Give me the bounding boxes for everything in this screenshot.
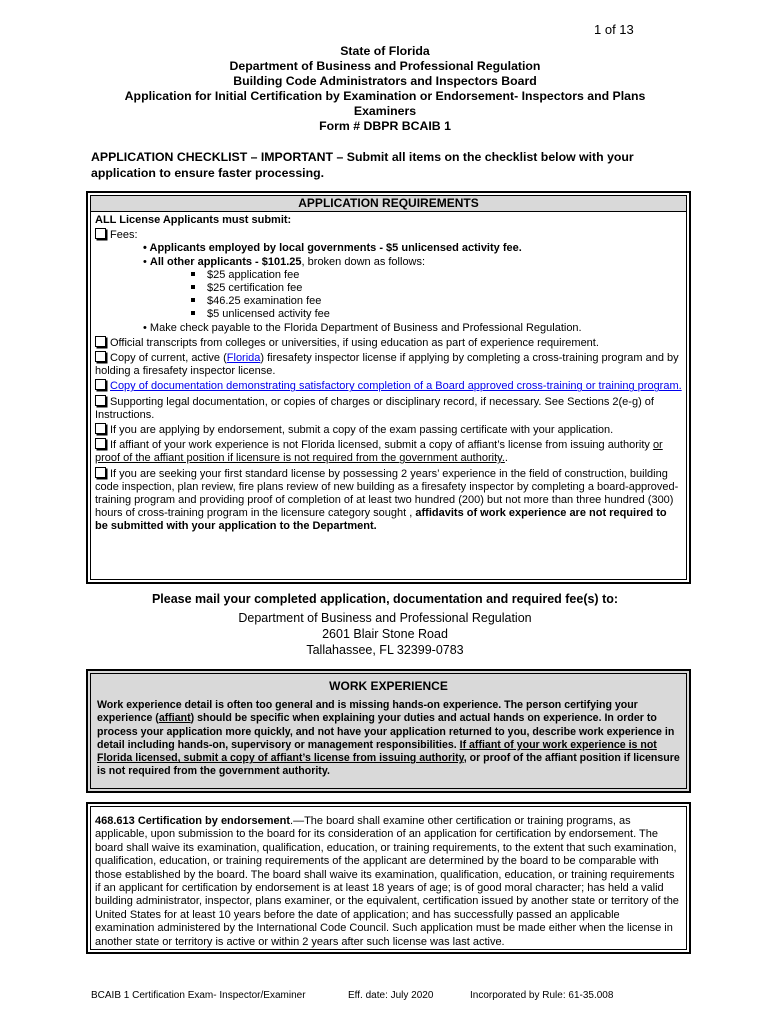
address-city: Tallahassee, FL 32399-0783 <box>306 643 464 657</box>
standard-license-item: If you are seeking your first standard license by possessing 2 years’ experience in the field of construction, building code inspection, plan review, fire plans review of new building as a firesafety inspector by completing a board-approved-training program and providing proof of completion of at least two hundred (200) but not more than three hundred (300) hours of cross-training program in the licensure category sought , affidavits of work experience are not required to be submitted with your application to the Department. <box>95 467 679 533</box>
document-title <box>0 44 770 134</box>
checkbox-icon[interactable] <box>95 423 106 434</box>
transcripts-item: Official transcripts from colleges or universities, if using education as part of experience requirement. <box>95 335 682 350</box>
endorsement-item: If you are applying by endorsement, submit a copy of the exam passing certificate with your application. <box>95 422 682 437</box>
statute-text: 468.613 Certification by endorsement.—The board shall examine other certification or training programs, as applicable, upon submission to the board for its consideration of an application for certification by endorsement. The board shall waive its examination, qualification, education, or training requirements, to the extent that such examination, qualification, education, or training requirements of the applicant are determined by the board to be comparable with those established by the board. The board shall waive its examination, qualification, education, or training requirements if an applicant for certification by endorsement is at least 18 years of age; is of good moral character; has held a valid building administrator, inspector, plans examiner, or the equivalent, certification issued by another state or territory of the United States for at least 10 years before the date of application; and has successfully passed an applicable examination administered by the International Code Council. Such application must be made either when the license in another state or territory is active or within 2 years after such license was last active. <box>95 815 679 948</box>
work-experience-heading: WORK EXPERIENCE <box>329 679 448 693</box>
statute-title: 468.613 Certification by endorsement <box>95 815 291 827</box>
title-board: Building Code Administrators and Inspectors Board <box>233 74 537 88</box>
square-bullet-icon <box>191 285 195 289</box>
check-payable-note: • Make check payable to the Florida Department of Business and Professional Regulation. <box>143 321 582 334</box>
statute-box <box>86 802 691 954</box>
square-bullet-icon <box>191 311 195 315</box>
checkbox-icon[interactable] <box>95 395 106 406</box>
work-experience-box <box>86 669 691 793</box>
fee-breakdown-item: $25 certification fee <box>95 282 682 295</box>
footer-date: Eff. date: July 2020 <box>348 990 434 1001</box>
training-documentation-item <box>95 378 682 393</box>
page-number: 1 of 13 <box>594 22 634 37</box>
square-bullet-icon <box>191 298 195 302</box>
checkbox-icon[interactable] <box>95 351 106 362</box>
title-state: State of Florida <box>340 44 430 58</box>
fee-breakdown-item: $25 application fee <box>95 269 682 282</box>
affiant-license-item: If affiant of your work experience is not Florida licensed, submit a copy of affiant’s license from issuing authority or proof of the affiant position if licensure is not required from the government authority.. <box>95 439 663 465</box>
checkbox-icon[interactable] <box>95 336 106 347</box>
checkbox-icon[interactable] <box>95 438 106 449</box>
title-form-number: Form # DBPR BCAIB 1 <box>319 119 451 133</box>
application-requirements-box <box>86 191 691 584</box>
footer-form: BCAIB 1 Certification Exam- Inspector/Examiner <box>91 990 306 1001</box>
fee-breakdown-item: $5 unlicensed activity fee <box>95 308 682 321</box>
mailing-address <box>0 610 770 658</box>
requirements-heading: APPLICATION REQUIREMENTS <box>91 196 686 212</box>
fee-local-government: • Applicants employed by local governments - $5 unlicensed activity fee. <box>143 242 522 255</box>
work-experience-text: Work experience detail is often too general and is missing hands-on experience. The person certifying your experience (affiant) should be specific when explaining your duties and actual hands on experience. In order to process your application more quickly, and not have your application returned to you, describe work experience in detail including hands-on, supervisory or management responsibilities. If affiant of your work experience is not Florida licensed, submit a copy of affiant’s license from issuing authority, or proof of the affiant position if licensure is not required from the government authority. <box>97 699 680 778</box>
address-street: 2601 Blair Stone Road <box>322 627 448 641</box>
fee-other-applicants: • All other applicants - $101.25, broken down as follows: <box>143 255 426 268</box>
title-examiners: Examiners <box>353 104 417 118</box>
training-documentation-link[interactable]: Copy of documentation demonstrating satisfactory completion of a Board approved cross-training or training program. <box>110 380 682 393</box>
firesafety-license-item: Copy of current, active (Florida) firesafety inspector license if applying by completing a cross-training program and by holding a firesafety inspector license. <box>95 352 679 378</box>
fee-breakdown-item: $46.25 examination fee <box>95 295 682 308</box>
title-department: Department of Business and Professional Regulation <box>229 59 541 73</box>
title-application: Application for Initial Certification by Examination or Endorsement- Inspectors and Plans <box>124 89 646 103</box>
checkbox-icon[interactable] <box>95 379 106 390</box>
checkbox-icon[interactable] <box>95 467 106 478</box>
checkbox-icon[interactable] <box>95 228 106 239</box>
legal-documentation-item: Supporting legal documentation, or copies of charges or disciplinary record, if necessary. See Sections 2(e-g) of Instructions. <box>95 395 654 421</box>
square-bullet-icon <box>191 272 195 276</box>
requirements-intro: ALL License Applicants must submit: <box>95 214 292 226</box>
footer-rule: Incorporated by Rule: 61-35.008 <box>470 990 614 1001</box>
mailing-instruction: Please mail your completed application, documentation and required fee(s) to: <box>151 592 619 606</box>
address-department: Department of Business and Professional Regulation <box>238 611 532 625</box>
fees-item: Fees: <box>95 227 682 242</box>
florida-link[interactable]: Florida <box>226 352 261 365</box>
checklist-note: APPLICATION CHECKLIST – IMPORTANT – Submit all items on the checklist below with your application to ensure faster processing. <box>91 150 634 180</box>
